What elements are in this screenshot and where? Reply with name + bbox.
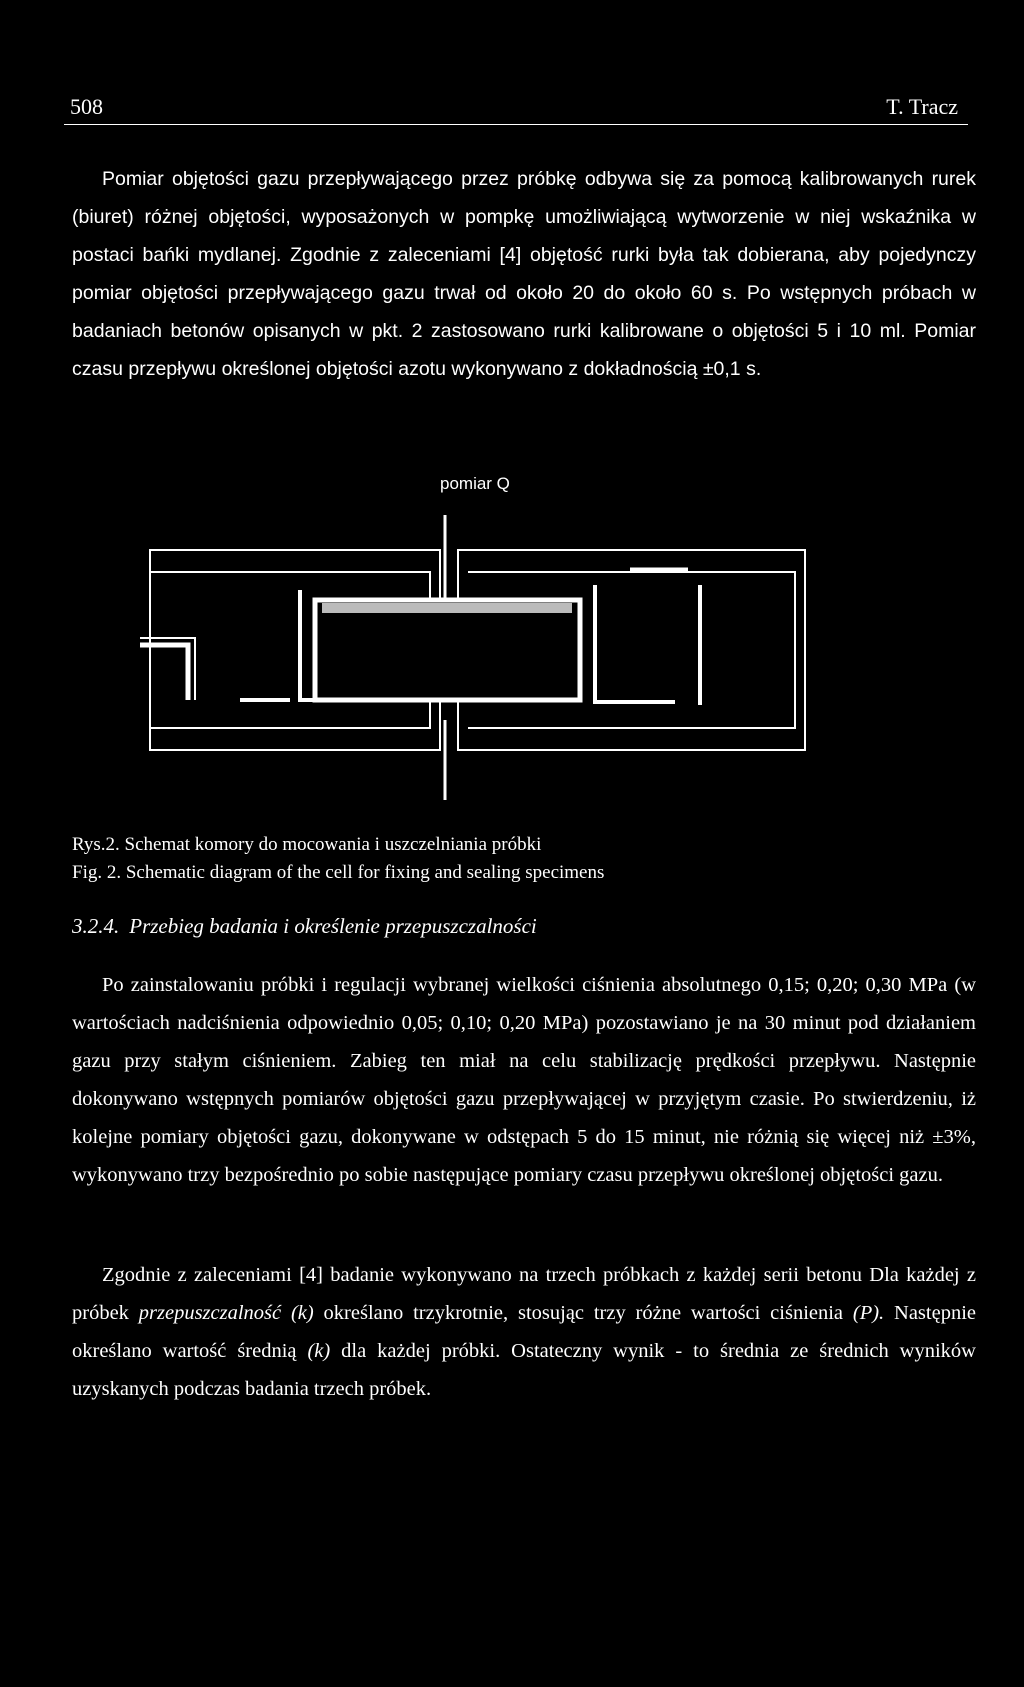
- side-tube: [140, 645, 188, 700]
- figure-caption-pl: Rys.2. Schemat komory do mocowania i uszczelniania próbki: [72, 834, 542, 855]
- figure-caption-en: Fig. 2. Schematic diagram of the cell for fixing and sealing specimens: [72, 862, 605, 883]
- section-number: 3.2.4.: [72, 914, 120, 938]
- paragraph-3-part-1: Zgodnie z zaleceniami [4] badanie wykonywano na trzech próbkach z każdej serii betonu Dla każdej z próbek: [72, 1264, 976, 1324]
- diagram-label: pomiar Q: [440, 474, 510, 493]
- term-permeability: przepuszczalność (k): [138, 1302, 314, 1324]
- paragraph-3-part-4: dla każdej próbki. Ostateczny wynik - to średnia ze średnich wyników uzyskanych podczas badania trzech próbek.: [72, 1340, 976, 1400]
- specimen: [315, 600, 580, 700]
- section-heading: [72, 914, 537, 939]
- paragraph-1: Pomiar objętości gazu przepływającego przez próbkę odbywa się za pomocą kalibrowanych rurek (biuret) różnej objętości, wyposażonych w pompkę umożliwiającą wytworzenie w niej wskaźnika w postaci bańki mydlanej. Zgodnie z zaleceniami [4] objętość rurki była tak dobierana, aby pojedynczy pomiar objętości przepływającego gazu trwał od około 20 do około 60 s. Po wstępnych próbach w badaniach betonów opisanych w pkt. 2 zastosowano rurki kalibrowane o objętości 5 i 10 ml. Pomiar czasu przepływu określonej objętości azotu wykonywano z dokładnością ±0,1 s.: [72, 168, 976, 380]
- page-header: [64, 94, 968, 125]
- page-number: 508: [70, 94, 103, 119]
- term-pressure: (P).: [852, 1302, 885, 1324]
- paragraph-3-part-3: Następnie określano wartość średnią: [72, 1302, 976, 1362]
- paragraph-3-part-2: określano trzykrotnie, stosując trzy różne wartości ciśnienia: [313, 1302, 853, 1324]
- seal-right: [595, 585, 675, 702]
- section-title: Przebieg badania i określenie przepuszczalności: [129, 914, 537, 938]
- cell-schematic: [140, 470, 820, 800]
- term-k: (k): [307, 1340, 331, 1362]
- specimen-top-texture: [322, 603, 572, 613]
- paragraph-2: Po zainstalowaniu próbki i regulacji wybranej wielkości ciśnienia absolutnego 0,15; 0,20; 0,30 MPa (w wartościach nadciśnienia odpowiednio 0,05; 0,10; 0,20 MPa) pozostawiano je na 30 minut pod działaniem gazu przy stałym ciśnieniem. Zabieg ten miał na celu stabilizację prędkości przepływu. Następnie dokonywano wstępnych pomiarów objętości gazu przepływającej w przyjętym czasie. Po stwierdzeniu, iż kolejne pomiary objętości gazu, dokonywane w odstępach 5 do 15 minut, nie różnią się więcej niż ±3%, wykonywano trzy bezpośrednio po sobie następujące pomiary czasu przepływu określonej objętości gazu.: [72, 974, 976, 1186]
- cell-diagram: [140, 470, 820, 800]
- paragraph-3: [72, 1256, 976, 1408]
- running-author: T. Tracz: [886, 94, 958, 119]
